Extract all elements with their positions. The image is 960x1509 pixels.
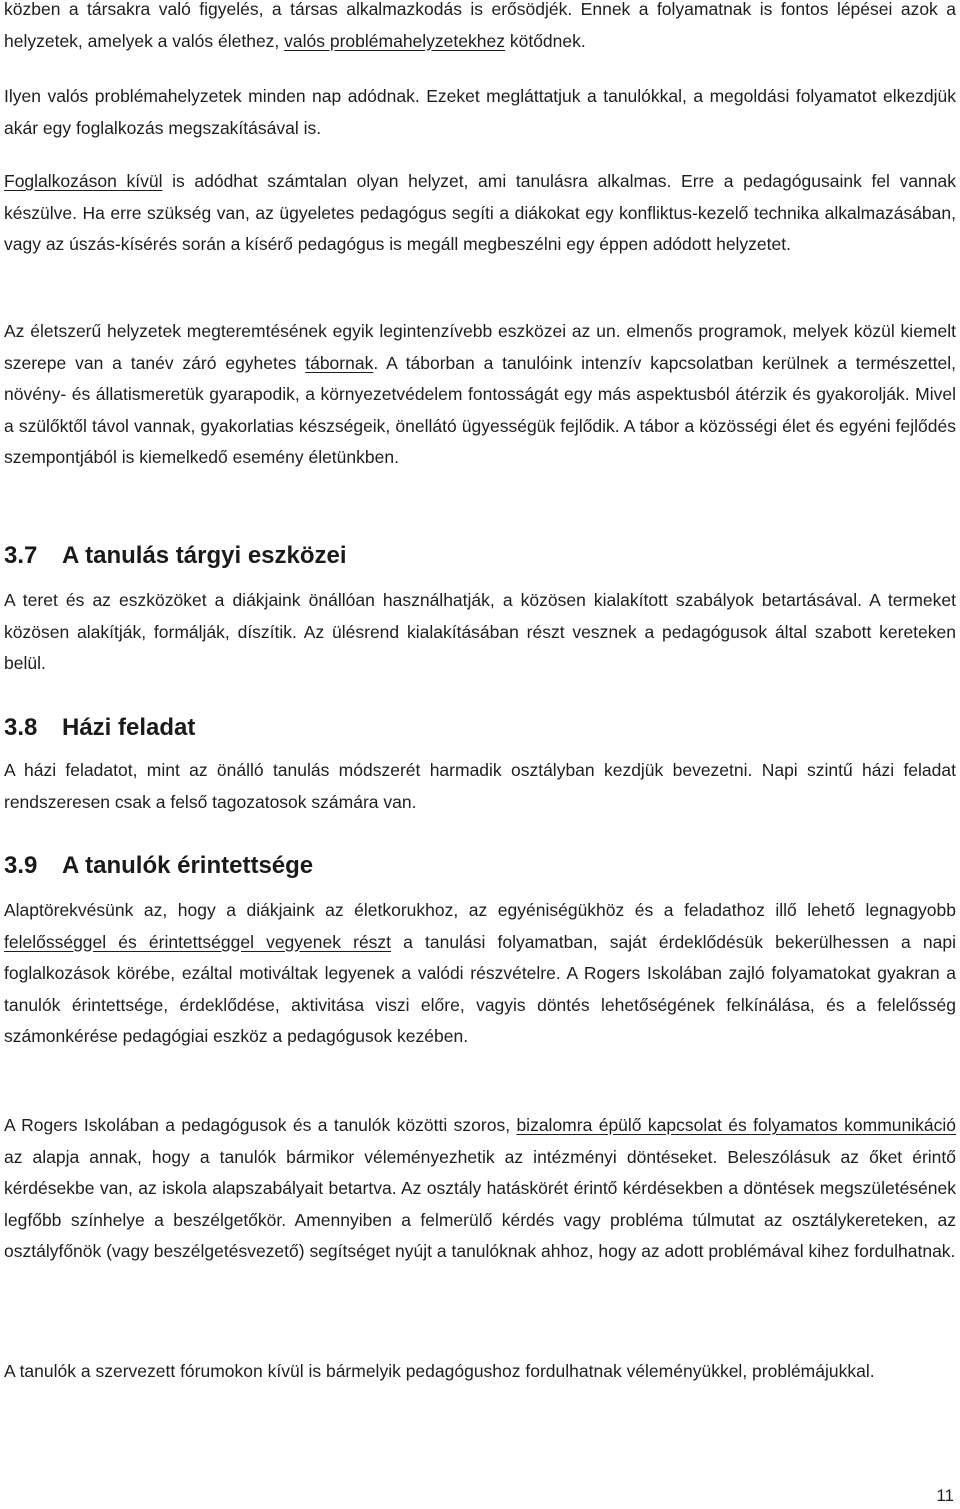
intro-text-4b: . A táborban a tanulóink intenzív kapcsolatban kerülnek a természettel, növény- és állatismeretük gyarapodik, a környezetvédelem fontosságát egy más aspektusból átérzik és gyakorolják. Mivel a szülőktől távol vannak, gyakorlatias készségeik, önellátó ügyességük fejlődik. A tábor a közösségi élet és egyéni fejlődés szempontjából is kiemelkedő esemény életünkben.	[4, 352, 956, 467]
intro-text-3: is adódhat számtalan olyan helyzet, ami tanulásra alkalmas. Erre a pedagógusaink fel vannak készülve. Ha erre szükség van, az ügyeletes pedagógus segíti a diákokat egy konfliktus-kezelő technika alkalmazásában, vagy az úszás-kísérés során a kísérő pedagógus is megáll megbeszélni egy éppen adódott helyzetet.	[4, 171, 956, 254]
text-3-9-1a: Alaptörekvésünk az, hogy a diákjaink az életkorukhoz, az egyéniségükhöz és a feladathoz illő lehető legnagyobb	[4, 900, 956, 920]
paragraph-3-9-3: A tanulók a szervezett fórumokon kívül is bármelyik pedagógushoz fordulhatnak véleményükkel, problémájukkal.	[4, 1361, 875, 1381]
text-3-9-2b: az alapja annak, hogy a tanulók bármikor véleményezhetik az intézményi döntéseket. Beleszólásuk az őket érintő kérdésekbe van, az iskola alapszabályait betartva. Az osztály hatáskörét érintő kérdésekben a döntések megszületésének legfőbb színhelye a beszélgetőkör. Amennyiben a felmerülő kérdés vagy probléma túlmutat az osztálykereteken, az osztályfőnök (vagy beszélgetésvezető) segítséget nyújt a tanulóknak ahhoz, hogy az adott problémával kihez fordulhatnak.	[4, 1146, 956, 1261]
paragraph-intro-1	[4, 0, 956, 57]
intro-link-outside-sessions: Foglalkozáson kívül	[4, 171, 163, 191]
section-title: Házi feladat	[62, 714, 196, 741]
section-heading-3-7	[4, 540, 347, 572]
intro-link-real-problems: valós problémahelyzetekhez	[284, 30, 505, 51]
section-title: A tanulók érintettsége	[62, 852, 314, 879]
section-heading-3-9	[4, 850, 313, 882]
intro-text-4a: Az életszerű helyzetek megteremtésének egyik legintenzívebb eszközei az un. elmenős programok, melyek közül kiemelt szerepe van a tanév záró egyhetes	[4, 321, 956, 373]
intro-link-camp: tábornak	[305, 352, 374, 373]
link-trust-communication: bizalomra épülő kapcsolat és folyamatos kommunikáció	[516, 1115, 956, 1135]
link-responsibility: felelősséggel és érintettséggel vegyenek részt	[4, 931, 392, 952]
section-number: 3.7	[4, 542, 38, 569]
section-number: 3.9	[4, 852, 38, 879]
paragraph-3-7: A teret és az eszközöket a diákjaink önállóan használhatják, a közösen kialakított szabályok betartásával. A termeket közösen alakítják, formálják, díszítik. Az ülésrend kialakításában részt vesznek a pedagógusok által szabott kereteken belül.	[4, 590, 956, 673]
paragraph-intro-4	[4, 316, 956, 474]
intro-text-1b: kötődnek.	[504, 30, 586, 51]
paragraph-3-9-1	[4, 895, 956, 1053]
page-number: 11	[936, 1486, 954, 1505]
paragraph-intro-3	[4, 166, 956, 261]
paragraph-3-9-2	[4, 1110, 956, 1268]
section-heading-3-8	[4, 712, 195, 744]
section-title: A tanulás tárgyi eszközei	[62, 542, 347, 569]
text-3-9-1b: a tanulási folyamatban, saját érdeklődésük bekerülhessen a napi foglalkozások körébe, ezáltal motiváltak legyenek a valódi részvételre. A Rogers Iskolában zajló folyamatokat gyakran a tanulók érintettsége, érdeklődése, aktivitása viszi előre, vagyis döntés lehetőségének felkínálása, és a felelősség számonkérése pedagógiai eszköz a pedagógusok kezében.	[4, 931, 956, 1046]
text-3-9-2a: A Rogers Iskolában a pedagógusok és a tanulók közötti szoros,	[4, 1115, 517, 1135]
paragraph-intro-2: Ilyen valós problémahelyzetek minden nap adódnak. Ezeket megláttatjuk a tanulókkal, a megoldási folyamatot elkezdjük akár egy foglalkozás megszakításával is.	[4, 86, 956, 138]
intro-text-1a: közben a társakra való figyelés, a társas alkalmazkodás is erősödjék. Ennek a folyamatnak is fontos lépései azok a helyzetek, amelyek a valós élethez,	[4, 0, 956, 51]
paragraph-3-8: A házi feladatot, mint az önálló tanulás módszerét harmadik osztályban kezdjük bevezetni. Napi szintű házi feladat rendszeresen csak a felső tagozatosok számára van.	[4, 760, 956, 812]
section-number: 3.8	[4, 714, 38, 741]
